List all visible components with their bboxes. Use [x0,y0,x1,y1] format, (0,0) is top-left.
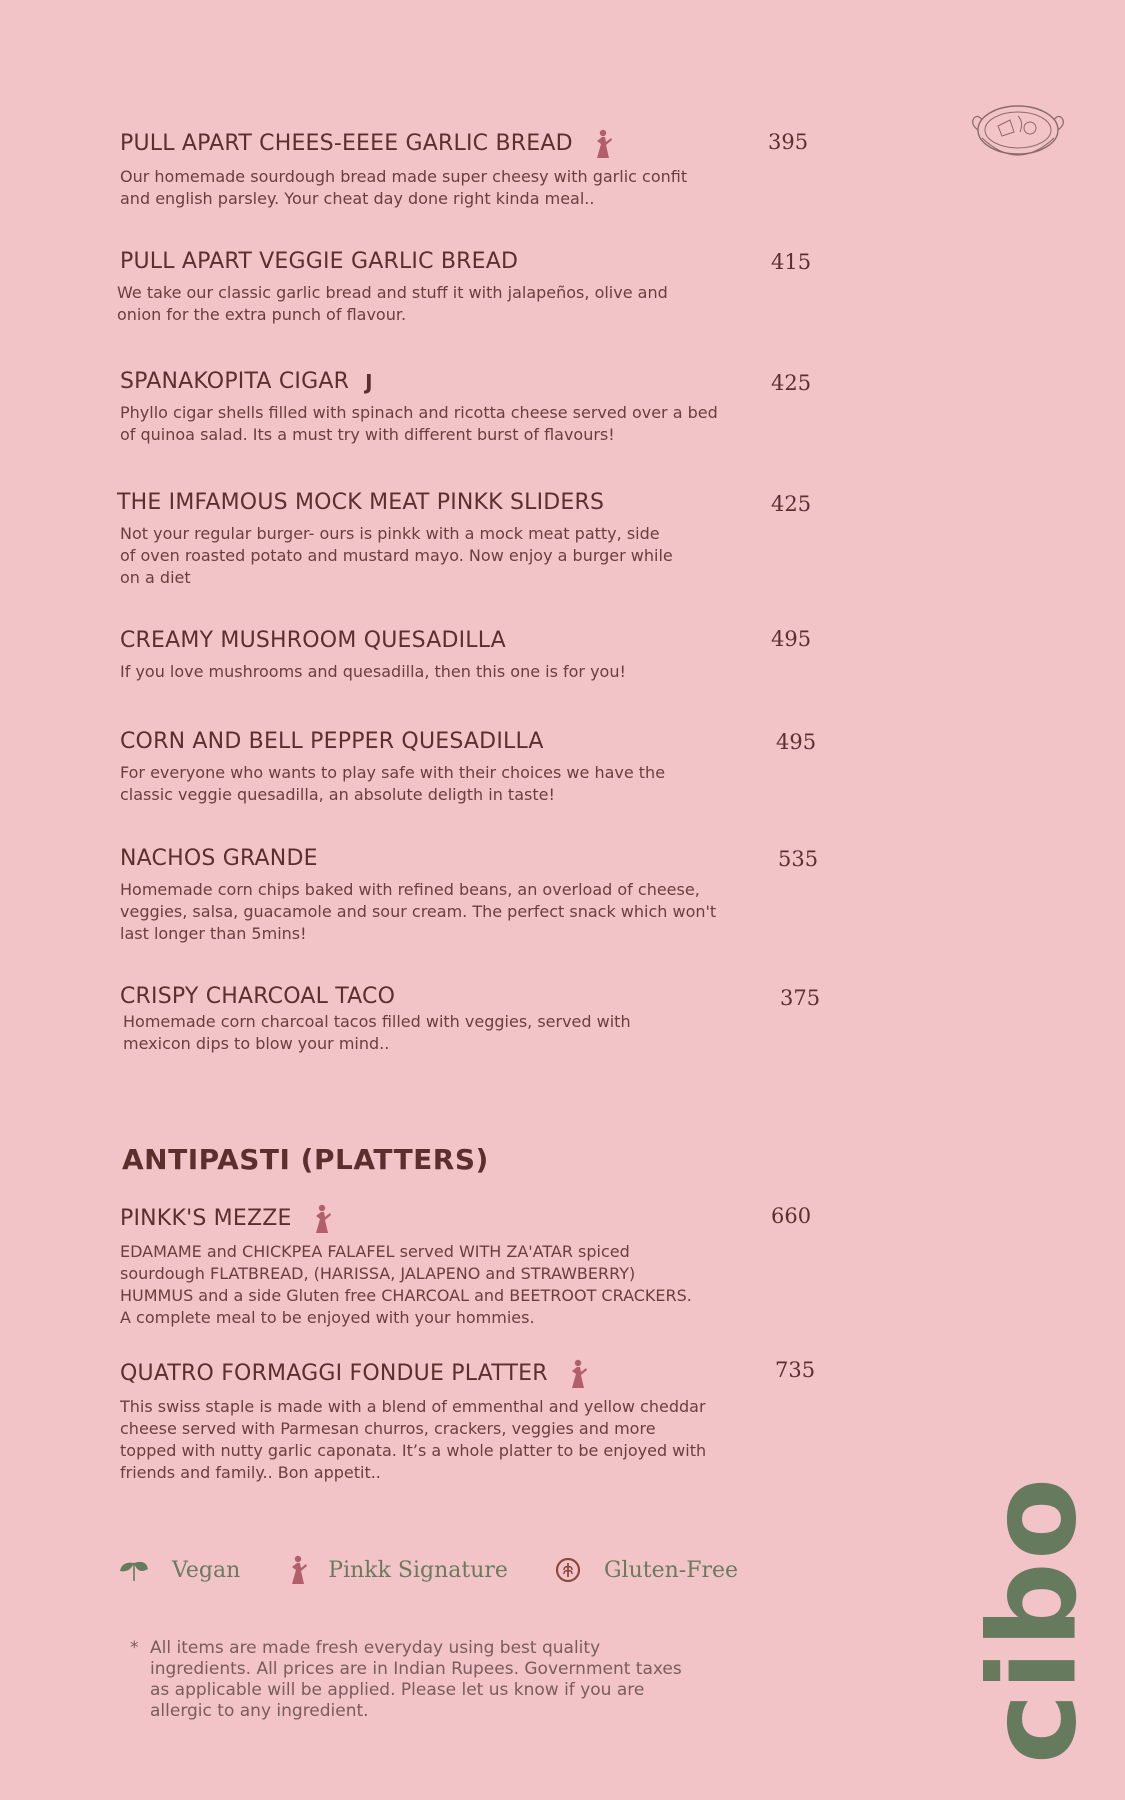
item-price: 535 [778,847,819,871]
legend-label: Vegan [172,1557,241,1583]
menu-item [120,845,720,945]
footnote-text: All items are made fresh everyday using best quality ingredients. All prices are in Indian Rupees. Government taxes as applicable will be applied. Please let us know if you are allergic to any ingredient. [150,1638,682,1721]
menu-item [120,728,720,806]
legend-gluten-free [554,1556,738,1584]
menu-item [117,248,720,326]
section-title: ANTIPASTI (PLATTERS) [122,1143,489,1176]
item-description: EDAMAME and CHICKPEA FALAFEL served WITH ZA'ATAR spiced sourdough FLATBREAD, (HARISSA, JALAPENO and STRAWBERRY) HUMMUS and a side Gluten free CHARCOAL and BEETROOT CRACKERS. A complete meal to be enjoyed with your hommies. [120,1242,692,1327]
item-name: QUATRO FORMAGGI FONDUE PLATTER [120,1361,548,1386]
menu-item [120,627,720,683]
item-description: Our homemade sourdough bread made super cheesy with garlic confit and english parsley. Your cheat day done right kinda meal.. [120,167,688,208]
footnote [130,1638,690,1722]
menu-item [120,1203,720,1329]
legend-signature [286,1554,508,1586]
item-name: CREAMY MUSHROOM QUESADILLA [120,628,506,653]
item-description: Phyllo cigar shells filled with spinach and ricotta cheese served over a bed of quinoa salad. Its a must try with different burst of flavours! [120,403,718,444]
legend-vegan [118,1557,240,1583]
leaf-icon [118,1557,150,1583]
wheat-circle-icon [554,1556,582,1584]
legend [118,1554,784,1586]
item-description: For everyone who wants to play safe with their choices we have the classic veggie quesadilla, an absolute deligth in taste! [120,763,666,804]
legend-label: Pinkk Signature [328,1557,508,1583]
footnote-star: * [130,1638,139,1658]
item-price: 395 [768,130,809,154]
item-price: 660 [771,1204,812,1228]
item-name: PULL APART VEGGIE GARLIC BREAD [120,249,519,274]
menu-item [120,128,720,210]
pinkk-signature-icon [591,128,617,160]
item-mark: J [365,370,373,394]
menu-item [120,368,720,446]
item-price: 425 [771,371,812,395]
item-price: 375 [780,986,821,1010]
item-price: 495 [771,627,812,651]
brand-logo [964,1470,1104,1770]
item-description: We take our classic garlic bread and stuff it with jalapeños, olive and onion for the extra punch of flavour. [117,283,668,324]
item-name: PULL APART CHEES-EEEE GARLIC BREAD [120,131,573,156]
item-description: Homemade corn charcoal tacos filled with veggies, served with mexicon dips to blow your mind.. [123,1012,631,1053]
pinkk-signature-icon [566,1358,592,1390]
item-price: 425 [771,492,812,516]
item-description: This swiss staple is made with a blend of emmenthal and yellow cheddar cheese served with Parmesan churros, crackers, veggies and more topped with nutty garlic caponata. It’s a whole platter to be enjoyed with friends and family.. Bon appetit.. [120,1397,707,1482]
item-name: PINKK'S MEZZE [120,1206,292,1231]
item-name: CORN AND BELL PEPPER QUESADILLA [120,729,544,754]
item-description: Homemade corn chips baked with refined beans, an overload of cheese, veggies, salsa, guacamole and sour cream. The perfect snack which won't last longer than 5mins! [120,880,717,943]
item-name: SPANAKOPITA CIGAR [120,369,350,394]
pinkk-signature-icon [286,1554,312,1586]
item-description: If you love mushrooms and quesadilla, then this one is for you! [120,662,626,681]
legend-label: Gluten-Free [603,1557,739,1583]
menu-item [120,983,720,1055]
bowl-illustration-icon [968,102,1068,174]
pinkk-signature-icon [310,1203,336,1235]
item-name: THE IMFAMOUS MOCK MEAT PINKK SLIDERS [117,490,605,515]
item-description: Not your regular burger- ours is pinkk with a mock meat patty, side of oven roasted potato and mustard mayo. Now enjoy a burger while on a diet [120,524,673,587]
menu-item [117,489,717,589]
item-price: 735 [775,1358,816,1382]
item-price: 415 [771,250,812,274]
item-price: 495 [776,730,817,754]
item-name: NACHOS GRANDE [120,846,318,871]
brand-name: cibo [964,1475,1104,1765]
item-name: CRISPY CHARCOAL TACO [120,984,396,1009]
menu-item [120,1358,720,1484]
